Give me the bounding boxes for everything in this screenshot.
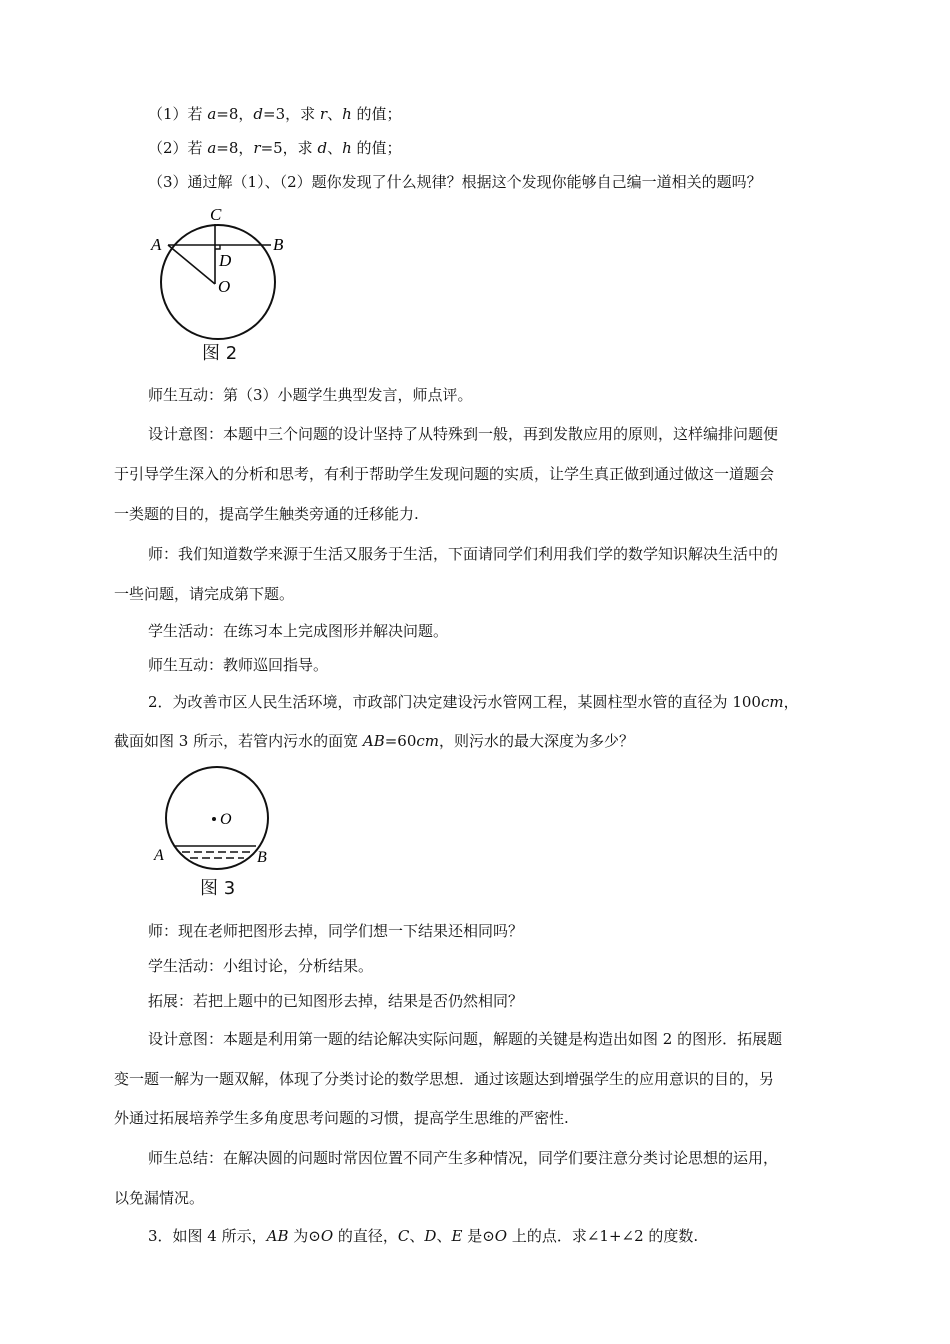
q1-part3: （3）通过解（1）、（2）题你发现了什么规律？根据这个发现你能够自己编一道相关的题吗？ — [148, 173, 762, 191]
label-d: D — [219, 251, 232, 270]
label-a: A — [151, 235, 162, 254]
paragraph-summary-line2: 以免漏情况。 — [114, 1189, 205, 1207]
figure-3 — [150, 764, 280, 874]
label-c: C — [210, 205, 222, 224]
paragraph-extension: 拓展：若把上题中的已知图形去掉，结果是否仍然相同？ — [148, 992, 524, 1010]
label-b: B — [273, 235, 284, 254]
paragraph-summary-line1: 师生总结：在解决圆的问题时常因位置不同产生多种情况，同学们要注意分类讨论思想的运用， — [148, 1149, 779, 1167]
label-o: O — [218, 277, 231, 296]
label-a: A — [154, 847, 164, 864]
paragraph-teacher-1-line1: 师：我们知道数学来源于生活又服务于生活，下面请同学们利用我们学的数学知识解决生活中的 — [148, 545, 779, 563]
segment-ao — [168, 245, 215, 284]
q1-part1: （1）若 a=8，d=3，求 r、h 的值； — [148, 105, 402, 123]
paragraph-design-1-line1: 设计意图：本题中三个问题的设计坚持了从特殊到一般，再到发散应用的原则，这样编排问题便 — [148, 425, 779, 443]
paragraph-interaction-2: 师生互动：教师巡回指导。 — [148, 656, 329, 674]
q1-part2: （2）若 a=8，r=5，求 d、h 的值； — [148, 139, 402, 157]
figure-2-caption: 图 2 — [202, 343, 238, 364]
paragraph-student-activity-2: 学生活动：小组讨论，分析结果。 — [148, 957, 374, 975]
paragraph-interaction-1: 师生互动：第（3）小题学生典型发言，师点评。 — [148, 386, 473, 404]
paragraph-design-1-line2: 于引导学生深入的分析和思考，有利于帮助学生发现问题的实质，让学生真正做到通过做这一道题会 — [114, 465, 775, 483]
paragraph-design-1-line3: 一类题的目的，提高学生触类旁通的迁移能力. — [114, 505, 419, 523]
label-b: B — [257, 849, 267, 866]
q3-line: 3．如图 4 所示，AB 为⊙O 的直径，C、D、E 是⊙O 上的点．求∠1+∠2 的度数. — [148, 1227, 699, 1245]
figure-3-caption: 图 3 — [200, 878, 236, 899]
paragraph-teacher-2: 师：现在老师把图形去掉，同学们想一下结果还相同吗？ — [148, 922, 524, 940]
paragraph-design-2-line1: 设计意图：本题是利用第一题的结论解决实际问题，解题的关键是构造出如图 2 的图形．拓展题 — [148, 1030, 783, 1048]
paragraph-design-2-line3: 外通过拓展培养学生多角度思考问题的习惯，提高学生思维的严密性. — [114, 1109, 569, 1127]
paragraph-teacher-1-line2: 一些问题，请完成第下题。 — [114, 585, 295, 603]
pipe-circle — [166, 767, 268, 869]
figure-3-diagram — [150, 764, 280, 874]
q2-line2: 截面如图 3 所示，若管内污水的面宽 AB=60cm，则污水的最大深度为多少？ — [114, 732, 635, 750]
q2-line1: 2．为改善市区人民生活环境，市政部门决定建设污水管网工程，某圆柱型水管的直径为 100cm， — [148, 693, 799, 711]
center-point — [212, 817, 216, 821]
paragraph-student-activity-1: 学生活动：在练习本上完成图形并解决问题。 — [148, 622, 449, 640]
paragraph-design-2-line2: 变一题一解为一题双解，体现了分类讨论的数学思想．通过该题达到增强学生的应用意识的目的，另 — [114, 1070, 775, 1088]
label-o: O — [220, 811, 232, 828]
